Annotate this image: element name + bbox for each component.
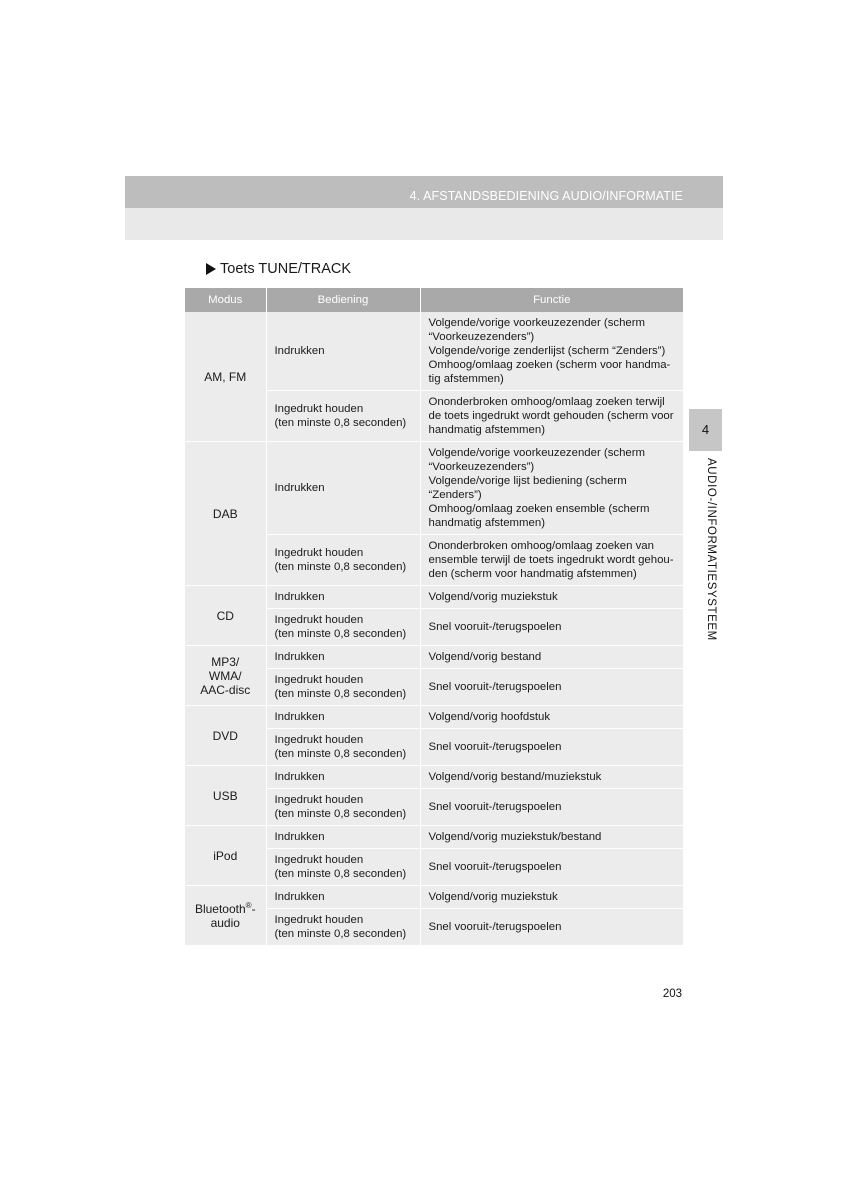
operation-cell: Ingedrukt houden (ten minste 0,8 seconden) <box>266 609 420 646</box>
column-header-mode: Modus <box>185 288 266 312</box>
function-cell: Snel vooruit-/terugspoelen <box>420 909 683 946</box>
mode-cell: iPod <box>185 826 266 886</box>
table-header-row <box>185 288 683 312</box>
function-cell: Volgend/vorig muziekstuk <box>420 586 683 609</box>
function-table-wrapper <box>185 288 683 946</box>
mode-cell: MP3/ WMA/ AAC-disc <box>185 646 266 706</box>
function-cell: Snel vooruit-/terugspoelen <box>420 849 683 886</box>
mode-cell: AM, FM <box>185 312 266 442</box>
table-row <box>185 586 683 609</box>
mode-cell: Bluetooth®- audio <box>185 886 266 946</box>
operation-cell: Ingedrukt houden (ten minste 0,8 seconden) <box>266 391 420 442</box>
mode-cell: CD <box>185 586 266 646</box>
page-number: 203 <box>662 988 682 1000</box>
function-table <box>185 288 683 946</box>
column-header-operation: Bediening <box>266 288 420 312</box>
function-cell: Snel vooruit-/terugspoelen <box>420 609 683 646</box>
table-row <box>185 886 683 909</box>
operation-cell: Ingedrukt houden (ten minste 0,8 seconden) <box>266 729 420 766</box>
function-cell: Snel vooruit-/terugspoelen <box>420 789 683 826</box>
function-cell: Volgende/vorige voorkeuzezender (scherm “Voorkeuzezenders”) Volgende/vorige zenderlijst (scherm “Zenders”) Omhoog/omlaag zoeken (scherm voor handma-tig afstemmen) <box>420 312 683 391</box>
table-row <box>185 826 683 849</box>
function-cell: Ononderbroken omhoog/omlaag zoeken van ensemble terwijl de toets ingedrukt wordt gehou-den (scherm voor handmatig afstemmen) <box>420 535 683 586</box>
chapter-tab: 4 <box>689 409 722 451</box>
function-cell: Volgend/vorig hoofdstuk <box>420 706 683 729</box>
operation-cell: Ingedrukt houden (ten minste 0,8 seconden) <box>266 849 420 886</box>
operation-cell: Ingedrukt houden (ten minste 0,8 seconden) <box>266 909 420 946</box>
function-cell: Volgend/vorig muziekstuk/bestand <box>420 826 683 849</box>
function-cell: Volgend/vorig bestand <box>420 646 683 669</box>
chapter-title: 4. AFSTANDSBEDIENING AUDIO/INFORMATIE <box>409 189 683 203</box>
table-row <box>185 442 683 535</box>
function-cell: Volgend/vorig bestand/muziekstuk <box>420 766 683 789</box>
chapter-header <box>125 176 723 240</box>
table-row <box>185 312 683 391</box>
function-cell: Snel vooruit-/terugspoelen <box>420 669 683 706</box>
operation-cell: Indrukken <box>266 586 420 609</box>
operation-cell: Indrukken <box>266 312 420 391</box>
operation-cell: Indrukken <box>266 766 420 789</box>
mode-cell: DAB <box>185 442 266 586</box>
section-heading-text: Toets TUNE/TRACK <box>220 261 352 277</box>
table-body <box>185 312 683 946</box>
function-cell: Volgend/vorig muziekstuk <box>420 886 683 909</box>
operation-cell: Ingedrukt houden (ten minste 0,8 seconden) <box>266 535 420 586</box>
function-cell: Ononderbroken omhoog/omlaag zoeken terwijl de toets ingedrukt wordt gehouden (scherm voor handmatig afstemmen) <box>420 391 683 442</box>
chapter-side-label: AUDIO-/INFORMATIESYSTEEM <box>705 458 717 641</box>
mode-cell: DVD <box>185 706 266 766</box>
operation-cell: Indrukken <box>266 706 420 729</box>
mode-cell: USB <box>185 766 266 826</box>
section-heading <box>206 259 351 279</box>
function-cell: Volgende/vorige voorkeuzezender (scherm “Voorkeuzezenders”) Volgende/vorige lijst bediening (scherm “Zenders”) Omhoog/omlaag zoeken ensemble (scherm handmatig afstemmen) <box>420 442 683 535</box>
operation-cell: Indrukken <box>266 646 420 669</box>
triangle-bullet-icon <box>206 263 216 275</box>
table-row <box>185 706 683 729</box>
column-header-function: Functie <box>420 288 683 312</box>
operation-cell: Ingedrukt houden (ten minste 0,8 seconden) <box>266 669 420 706</box>
operation-cell: Indrukken <box>266 826 420 849</box>
operation-cell: Indrukken <box>266 442 420 535</box>
chapter-header-strip <box>125 176 723 208</box>
operation-cell: Ingedrukt houden (ten minste 0,8 seconden) <box>266 789 420 826</box>
function-cell: Snel vooruit-/terugspoelen <box>420 729 683 766</box>
table-row <box>185 646 683 669</box>
table-row <box>185 766 683 789</box>
operation-cell: Indrukken <box>266 886 420 909</box>
